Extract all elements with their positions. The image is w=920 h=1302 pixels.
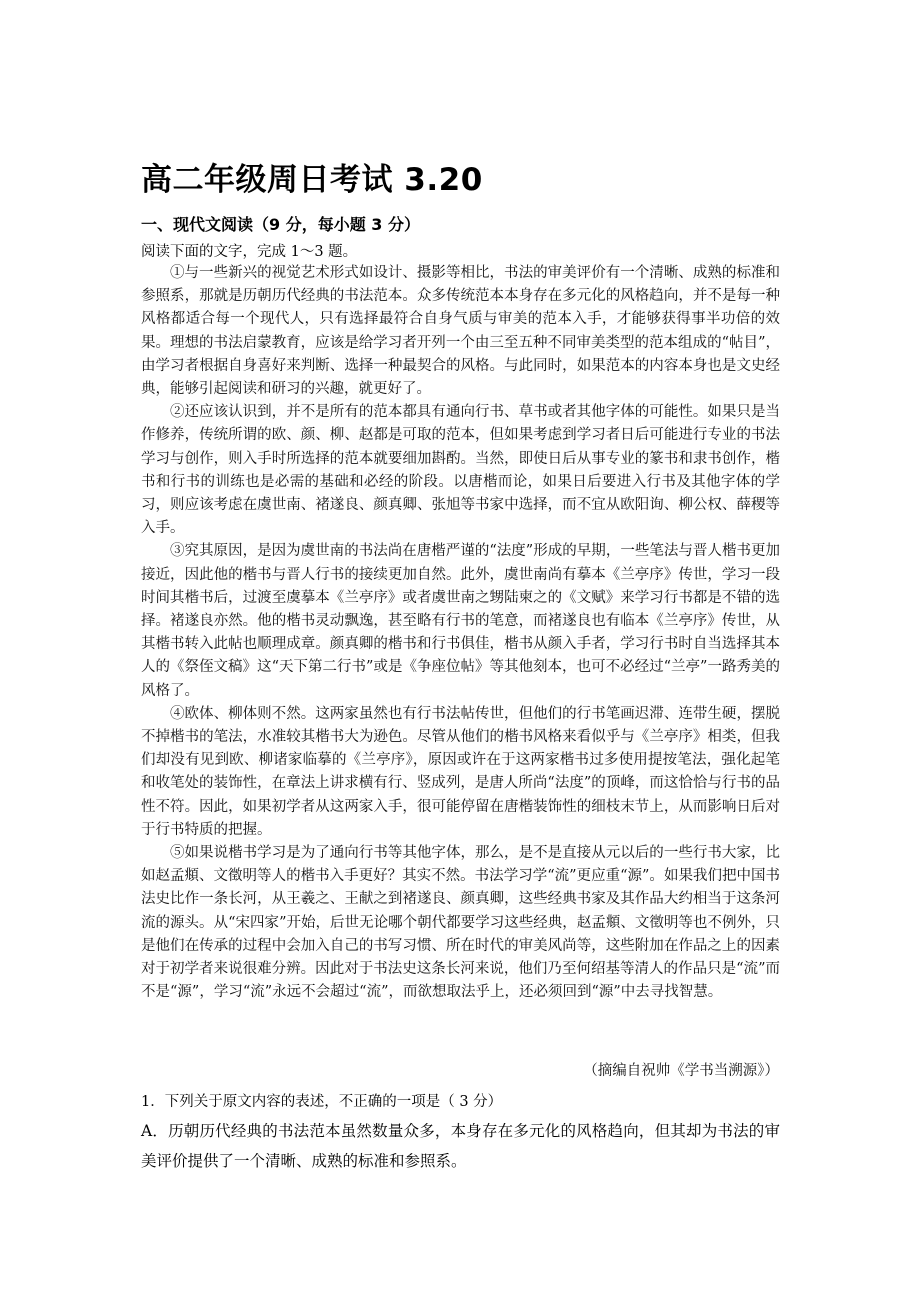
passage-source: （摘编自祝帅《学书当溯源》） bbox=[583, 1063, 779, 1079]
passage-paragraph-1: ①与一些新兴的视觉艺术形式如设计、摄影等相比，书法的审美评价有一个清晰、成熟的标准和参照系，那就是历朝历代经典的书法范本。众多传统范本本身存在多元化的风格趋向，并不是每一种风格都适合每一个现代人，只有选择最符合自身气质与审美的范本入手，才能够获得事半功倍的效果。理想的书法启蒙教育，应该是给学习者开列一个由三至五种不同审美类型的范本组成的“帖目”，由学习者根据自身喜好来判断、选择一种最契合的风格。与此同时，如果范本的内容本身也是文史经典，能够引起阅读和研习的兴趣，就更好了。 bbox=[141, 265, 780, 398]
question-1-stem: 1．下列关于原文内容的表述，不正确的一项是（ 3 分） bbox=[141, 1094, 503, 1110]
reading-instruction: 阅读下面的文字，完成 1～3 题。 bbox=[141, 244, 358, 260]
passage-paragraph-4: ④欧体、柳体则不然。这两家虽然也有行书法帖传世，但他们的行书笔画迟滞、连带生硬，摆脱不掉楷书的笔法，水准较其楷书大为逊色。尽管从他们的楷书风格来看似乎与《兰亭序》相类，但我们却没有见到欧、柳诸家临摹的《兰亭序》，原因或许在于这两家楷书过多使用提按笔法，强化起笔和收笔处的装饰性，在章法上讲求横有行、竖成列，是唐人所尚“法度”的顶峰，而这恰恰与行书的品性不符。因此，如果初学者从这两家入手，很可能停留在唐楷装饰性的细枝末节上，从而影响日后对于行书特质的把握。 bbox=[141, 705, 780, 838]
reading-passage bbox=[141, 262, 780, 1005]
passage-paragraph-2: ②还应该认识到，并不是所有的范本都具有通向行书、草书或者其他字体的可能性。如果只是当作修养，传统所谓的欧、颜、柳、赵都是可取的范本，但如果考虑到学习者日后可能进行专业的书法学习与创作，则入手时所选择的范本就要细加斟酌。当然，即使日后从事专业的篆书和隶书创作，楷书和行书的训练也是必需的基础和必经的阶段。以唐楷而论，如果日后要进入行书及其他字体的学习，则应该考虑在虞世南、褚遂良、颜真卿、张旭等书家中选择，而不宜从欧阳询、柳公权、薛稷等入手。 bbox=[141, 404, 780, 537]
question-1-option-a: A．历朝历代经典的书法范本虽然数量众多，本身存在多元化的风格趋向，但其却为书法的审美评价提供了一个清晰、成熟的标准和参照系。 bbox=[141, 1122, 780, 1170]
section-heading: 一、现代文阅读（9 分，每小题 3 分） bbox=[141, 215, 420, 234]
exam-title: 高二年级周日考试 3.20 bbox=[141, 162, 483, 198]
passage-paragraph-5: ⑤如果说楷书学习是为了通向行书等其他字体，那么，是不是直接从元以后的一些行书大家，比如赵孟頫、文徵明等人的楷书入手更好？其实不然。书法学习学“流”更应重“源”。如果我们把中国书法史比作一条长河，从王羲之、王献之到褚遂良、颜真卿，这些经典书家及其作品大约相当于这条河流的源头。从“宋四家”开始，后世无论哪个朝代都要学习这些经典，赵孟頫、文徵明等也不例外，只是他们在传承的过程中会加入自己的书写习惯、所在时代的审美风尚等，这些附加在作品之上的因素对于初学者来说很难分辨。因此对于书法史这条长河来说，他们乃至何绍基等清人的作品只是“流”而不是“源”，学习“流”永远不会超过“流”，而欲想取法乎上，还必须回到“源”中去寻找智慧。 bbox=[141, 845, 780, 1001]
passage-paragraph-3: ③究其原因，是因为虞世南的书法尚在唐楷严谨的“法度”形成的早期，一些笔法与晋人楷书更加接近，因此他的楷书与晋人行书的接续更加自然。此外，虞世南尚有摹本《兰亭序》传世，学习一段时间其楷书后，过渡至虞摹本《兰亭序》或者虞世南之甥陆柬之的《文赋》来学习行书都是不错的选择。褚遂良亦然。他的楷书灵动飘逸，甚至略有行书的笔意，而褚遂良也有临本《兰亭序》传世，从其楷书转入此帖也顺理成章。颜真卿的楷书和行书俱佳，楷书从颜入手者，学习行书时自当选择其本人的《祭侄文稿》这“天下第二行书”或是《争座位帖》等其他刻本，也可不必经过“兰亭”一路秀美的风格了。 bbox=[141, 543, 780, 699]
